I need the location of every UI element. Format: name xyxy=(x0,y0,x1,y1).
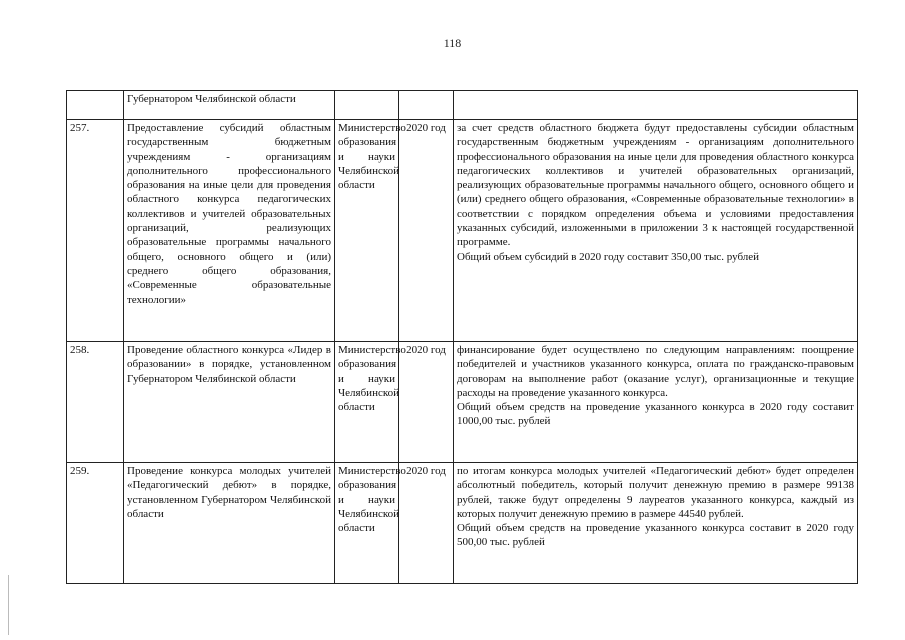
cell-org xyxy=(335,91,399,120)
expected-result xyxy=(454,342,858,463)
table-row xyxy=(67,120,858,342)
expected-result xyxy=(454,120,858,342)
row-number: 257. xyxy=(67,120,124,342)
deadline-year: 2020 год xyxy=(399,463,454,584)
deadline-year: 2020 год xyxy=(399,342,454,463)
event-description: Предоставление субсидий областным государственным бюджетным учреждениям - организациям дополнительного профессионального образования на иные цели для проведения областного конкурса педагогических коллективов и учителей образовательных организаций, реализующих образовательные программы начального общего, основного общего и (или) среднего общего образования, «Современные образовательные технологии» xyxy=(124,120,335,342)
result-total: Общий объем средств на проведение указанного конкурса в 2020 году составит 1000,00 тыс. рублей xyxy=(457,401,854,428)
row-number: 259. xyxy=(67,463,124,584)
continuation-text: Губернатором Челябинской области xyxy=(124,91,335,120)
cell-result xyxy=(454,91,858,120)
table-row xyxy=(67,342,858,463)
cell-num xyxy=(67,91,124,120)
row-number: 258. xyxy=(67,342,124,463)
expected-result xyxy=(454,463,858,584)
event-description: Проведение областного конкурса «Лидер в образовании» в порядке, установленном Губернатором Челябинской области xyxy=(124,342,335,463)
table-row xyxy=(67,463,858,584)
result-paragraph: за счет средств областного бюджета будут предоставлены субсидии областным государственным бюджетным учреждениям - организациям дополнительного профессионального образования на иные цели для проведения областного конкурса педагогических коллективов и учителей образовательных организаций, реализующих образовательные программы начального общего, основного общего и (или) среднего общего образования, «Современные образовательные технологии» в соответствии с порядком определения объема и условиями предоставления указанных субсидий, изложенными в приложении 3 к настоящей государственной программе. xyxy=(457,122,854,249)
responsible-org: Министерство образования и науки Челябинской области xyxy=(335,342,399,463)
result-paragraph: финансирование будет осуществлено по следующим направлениям: поощрение победителей и участников указанного конкурса, оплата по гражданско-правовым договорам на выполнение работ (оказание услуг), организационные и текущие расходы на проведение указанного конкурса. xyxy=(457,344,854,399)
responsible-org: Министерство образования и науки Челябинской области xyxy=(335,120,399,342)
continuation-row xyxy=(67,91,858,120)
responsible-org: Министерство образования и науки Челябинской области xyxy=(335,463,399,584)
event-description: Проведение конкурса молодых учителей «Педагогический дебют» в порядке, установленном Губернатором Челябинской области xyxy=(124,463,335,584)
scan-edge-mark xyxy=(8,575,9,635)
cell-year xyxy=(399,91,454,120)
result-total: Общий объем субсидий в 2020 году составит 350,00 тыс. рублей xyxy=(457,250,760,263)
result-total: Общий объем средств на проведение указанного конкурса составит в 2020 году 500,00 тыс. рублей xyxy=(457,522,854,549)
page-number: 118 xyxy=(443,36,462,50)
result-paragraph: по итогам конкурса молодых учителей «Педагогический дебют» будет определен абсолютный победитель, который получит денежную премию в размере 99138 рублей, также будут определены 9 лауреатов указанного конкурса, каждый из которых получит денежную премию в размере 44540 рублей. xyxy=(457,465,854,520)
deadline-year: 2020 год xyxy=(399,120,454,342)
program-table xyxy=(66,90,858,584)
